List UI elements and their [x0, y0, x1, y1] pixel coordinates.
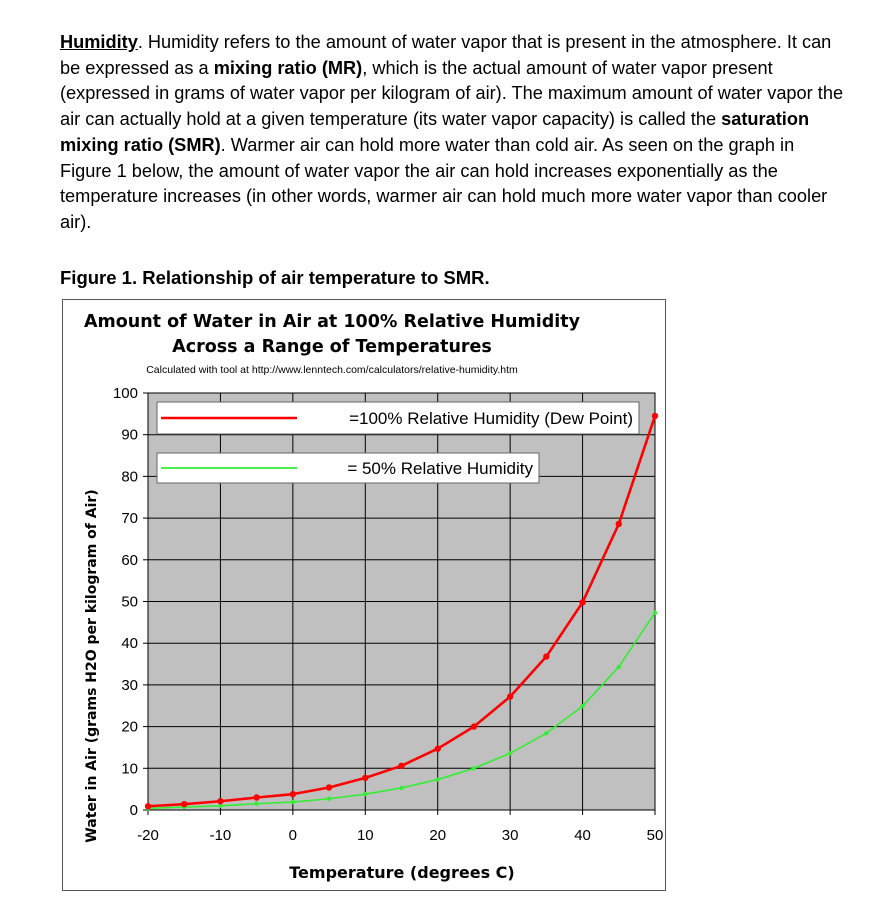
data-point: [398, 763, 404, 769]
x-tick-label: -20: [137, 827, 159, 844]
x-tick-label: 30: [501, 827, 519, 844]
data-point: [181, 801, 187, 807]
data-point: [652, 413, 658, 419]
data-point: [254, 802, 258, 806]
data-point: [253, 794, 259, 800]
paragraph-bold-smr: saturation mixing ratio (SMR): [60, 109, 810, 155]
data-point: [290, 791, 296, 797]
y-tick-label: 100: [112, 385, 138, 402]
y-tick-label: 40: [121, 635, 138, 653]
paragraph-text-1: . Humidity refers to the amount of water vapor that is present in the atmosphere. It can be expressed as a: [60, 32, 832, 78]
data-point: [508, 751, 512, 755]
data-point: [472, 766, 476, 770]
y-tick-label: 90: [121, 426, 138, 444]
data-point: [362, 775, 368, 781]
legend-entry-1: [157, 453, 539, 483]
y-tick-label: 10: [121, 760, 138, 778]
y-tick-label: 70: [121, 510, 138, 528]
x-tick-label: -10: [209, 827, 232, 844]
paragraph-text-2: , which is the actual amount of water vapor present (expressed in grams of water vapor per kilogram of air). The maximum amount of water vapor the air can actually hold at a given temperature (its water vapor capacity) is called the: [60, 57, 844, 130]
y-tick-label: 0: [129, 802, 138, 819]
y-tick-label: 80: [121, 468, 138, 486]
paragraph-bold-mixing-ratio: mixing ratio (MR): [213, 57, 363, 78]
data-point: [145, 803, 151, 809]
data-point: [507, 693, 513, 699]
legend-label: =100% Relative Humidity (Dew Point): [349, 409, 633, 428]
x-tick-label: 50: [646, 827, 664, 844]
data-point: [363, 792, 367, 796]
data-point: [291, 800, 295, 804]
y-tick-label: 20: [121, 718, 138, 736]
legend-label: = 50% Relative Humidity: [347, 459, 533, 478]
data-point: [544, 731, 548, 735]
x-tick-label: 40: [574, 827, 591, 844]
x-tick-label: 0: [288, 827, 298, 844]
y-tick-label: 50: [121, 593, 138, 611]
data-point: [327, 797, 331, 801]
data-point: [617, 665, 621, 669]
data-point: [471, 723, 477, 729]
data-point: [326, 784, 332, 790]
data-point: [436, 777, 440, 781]
paragraph-text-3: . Warmer air can hold more water than cold air. As seen on the graph in Figure 1 below, the amount of water vapor the air can hold increases exponentially as the temperature increases (in other words, warmer air can hold much more water vapor than cooler air).: [60, 134, 828, 232]
paragraph-lead: Humidity: [60, 32, 138, 52]
x-tick-label: 20: [429, 827, 447, 844]
humidity-paragraph: [60, 30, 850, 236]
y-tick-label: 30: [121, 676, 138, 694]
x-tick-label: 10: [356, 827, 374, 844]
x-axis-label: Temperature (degrees C): [289, 863, 515, 882]
chart-source: Calculated with tool at http://www.lenntech.com/calculators/relative-humidity.htm: [146, 364, 518, 376]
data-point: [580, 704, 584, 708]
chart-title: Amount of Water in Air at 100% Relative Humidity: [83, 312, 581, 332]
chart-frame: [62, 299, 666, 891]
humidity-chart: [63, 300, 665, 890]
data-point: [543, 653, 549, 659]
data-point: [435, 746, 441, 752]
data-point: [653, 611, 657, 615]
data-point: [579, 599, 585, 605]
data-point: [616, 521, 622, 527]
legend-entry-0: [157, 402, 639, 434]
y-tick-label: 60: [121, 551, 138, 569]
figure-caption: Figure 1. Relationship of air temperature to SMR.: [60, 267, 490, 288]
chart-subtitle: Across a Range of Temperatures: [172, 337, 492, 357]
y-axis-label: Water in Air (grams H2O per kilogram of Air): [84, 489, 100, 843]
data-point: [217, 798, 223, 804]
data-point: [399, 786, 403, 790]
